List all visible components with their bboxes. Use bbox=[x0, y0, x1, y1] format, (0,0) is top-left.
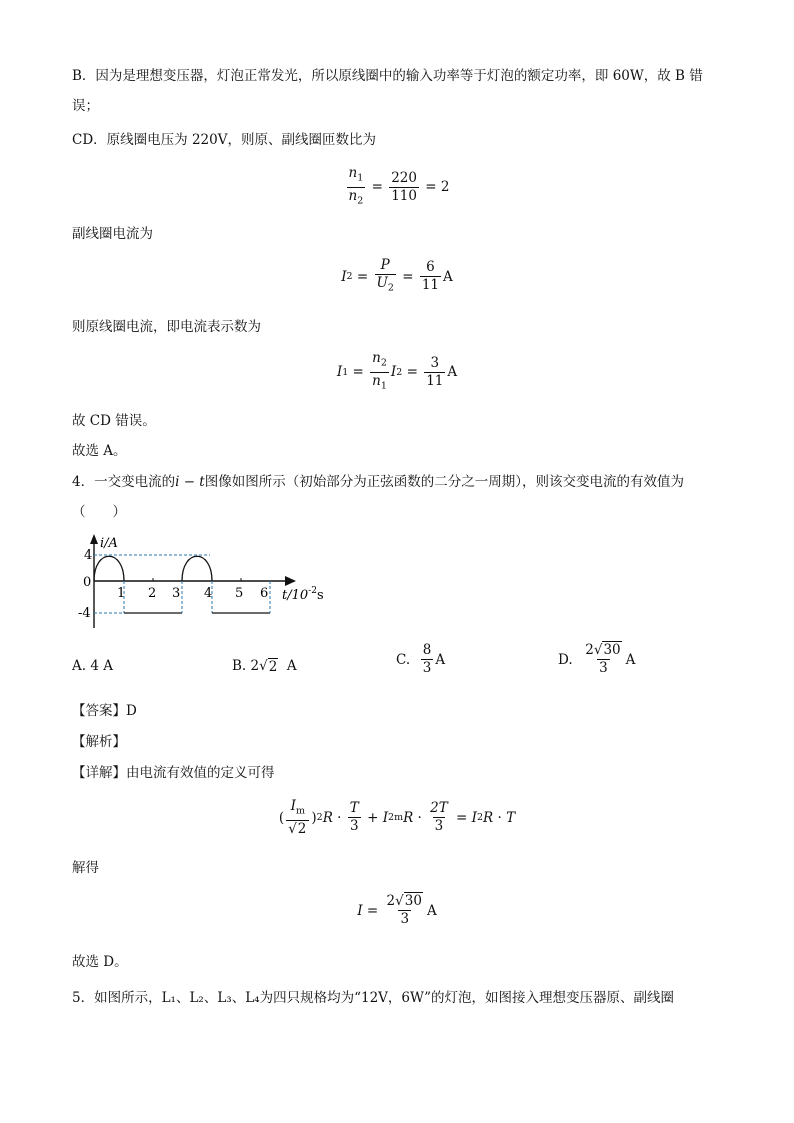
part-b-line1: B．因为是理想变压器，灯泡正常发光，所以原线圈中的输入功率等于灯泡的额定功率，即 60W，故 B 错 bbox=[72, 68, 703, 84]
detail-line: 【详解】由电流有效值的定义可得 bbox=[72, 765, 275, 781]
question-5-text: 5．如图所示，L₁、L₂、L₃、L₄为四只规格均为“12V，6W”的灯泡，如图接入理想变压器原、副线圈 bbox=[72, 990, 675, 1006]
cd-wrong-text: 故 CD 错误。 bbox=[72, 413, 156, 429]
solve-label: 解得 bbox=[72, 860, 99, 876]
y-axis-arrow bbox=[90, 534, 98, 544]
question-4-paren: （ ） bbox=[72, 504, 126, 520]
equation-primary-current: I 1 = $\frac{n_2}{n_1}$ I 2 = $\frac{3}{11}$ A bbox=[0, 350, 794, 394]
x-axis-arrow bbox=[285, 576, 296, 586]
equation-secondary-current: I 2 = $\frac{P}{U_2}$ = $\frac{6}{11}$ A bbox=[0, 257, 794, 297]
analysis-label: 【解析】 bbox=[72, 734, 126, 750]
x-tick-1: 1 bbox=[117, 586, 126, 601]
x-tick-3: 3 bbox=[172, 586, 181, 601]
option-b: B. 2 √ 2 A bbox=[232, 658, 297, 675]
x-tick-6: 6 bbox=[260, 586, 269, 601]
y-axis-label: i/A bbox=[100, 536, 118, 551]
equation-result: I = $\frac{2√30}{3}$ A bbox=[357, 893, 437, 927]
part-b-line2: 误； bbox=[72, 98, 99, 114]
y-tick-0: 0 bbox=[83, 575, 92, 590]
x-tick-2: 2 bbox=[148, 586, 157, 601]
y-tick-4: 4 bbox=[84, 548, 93, 563]
part-cd-line: CD．原线圈电压为 220V，则原、副线圈匝数比为 bbox=[72, 132, 376, 148]
current-time-graph bbox=[70, 530, 350, 630]
answer-line: 【答案】D bbox=[72, 703, 137, 719]
x-tick-4: 4 bbox=[204, 586, 213, 601]
half-sine-2 bbox=[182, 556, 212, 581]
x-tick-5: 5 bbox=[235, 586, 244, 601]
half-sine-1 bbox=[94, 556, 124, 581]
option-a: A. 4 A bbox=[72, 658, 113, 674]
choose-d-text: 故选 D。 bbox=[72, 954, 128, 970]
question-4-text: 4．一交变电流的i − t图像如图所示（初始部分为正弦函数的二分之一周期），则该交变电流的有效值为 bbox=[72, 474, 684, 490]
y-tick-neg4: -4 bbox=[78, 606, 91, 621]
secondary-current-label: 副线圈电流为 bbox=[72, 226, 153, 242]
equation-turns-ratio: $\frac{n_1}{n_2}$ = $\frac{220}{110}$ = 2 bbox=[0, 165, 794, 209]
equation-effective-value: ( $\frac{I_m}{√2}$ ) 2 R · $\frac{T}{3}$ + I 2 m R · $\frac{2T}{3}$ = I 2 R · T bbox=[278, 798, 516, 837]
primary-current-label: 则原线圈电流，即电流表示数为 bbox=[72, 319, 261, 335]
choose-a-text: 故选 A。 bbox=[72, 443, 127, 459]
option-c: C. $\frac{8}{3}$ A bbox=[396, 642, 446, 676]
x-axis-label: $t/10^{-2}s$ bbox=[282, 586, 324, 603]
option-d: D. $\frac{2√30}{3}$ A bbox=[558, 642, 636, 676]
